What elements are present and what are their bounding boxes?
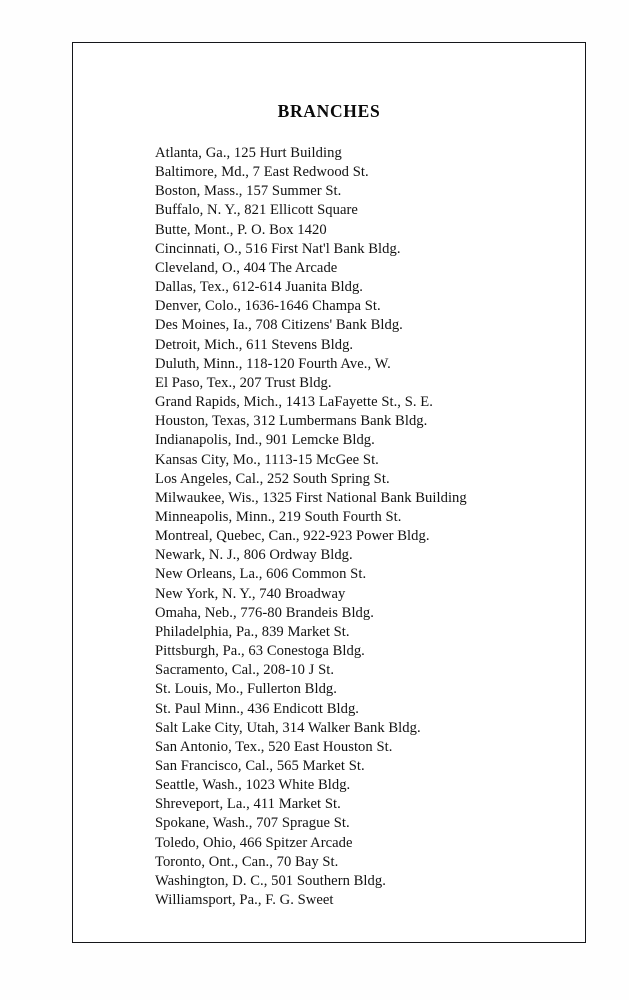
branch-list-item: Toledo, Ohio, 466 Spitzer Arcade <box>155 834 353 851</box>
branch-list-item: Houston, Texas, 312 Lumbermans Bank Bldg. <box>155 413 428 430</box>
branch-list-item: Des Moines, Ia., 708 Citizens' Bank Bldg. <box>155 317 403 334</box>
branch-list-item: Newark, N. J., 806 Ordway Bldg. <box>155 547 353 564</box>
branch-list-item: Sacramento, Cal., 208-10 J St. <box>155 662 335 679</box>
branch-list-item: Toronto, Ont., Can., 70 Bay St. <box>155 853 339 870</box>
branch-list-item: Baltimore, Md., 7 East Redwood St. <box>155 164 369 181</box>
branch-list <box>155 144 555 910</box>
page-title: BRANCHES <box>277 101 381 121</box>
branch-list-item: New York, N. Y., 740 Broadway <box>155 585 346 602</box>
branch-list-item: Los Angeles, Cal., 252 South Spring St. <box>155 470 390 487</box>
branch-list-item: Denver, Colo., 1636-1646 Champa St. <box>155 298 381 315</box>
branch-list-item: Milwaukee, Wis., 1325 First National Bank Building <box>155 489 467 506</box>
branch-list-item: Seattle, Wash., 1023 White Bldg. <box>155 777 351 794</box>
branch-list-item: Butte, Mont., P. O. Box 1420 <box>155 221 327 238</box>
branch-list-item: Kansas City, Mo., 1113-15 McGee St. <box>155 451 379 468</box>
branch-list-item: New Orleans, La., 606 Common St. <box>155 566 367 583</box>
branch-list-item: El Paso, Tex., 207 Trust Bldg. <box>155 374 332 391</box>
branch-list-item: Buffalo, N. Y., 821 Ellicott Square <box>155 202 358 219</box>
branch-list-item: Detroit, Mich., 611 Stevens Bldg. <box>155 336 354 353</box>
branch-list-item: Dallas, Tex., 612-614 Juanita Bldg. <box>155 279 363 296</box>
branch-list-item: St. Paul Minn., 436 Endicott Bldg. <box>155 700 359 717</box>
branch-list-item: Washington, D. C., 501 Southern Bldg. <box>155 872 386 889</box>
branch-list-item: Williamsport, Pa., F. G. Sweet <box>155 892 334 909</box>
branch-list-item: Minneapolis, Minn., 219 South Fourth St. <box>155 508 402 525</box>
branch-list-item: Philadelphia, Pa., 839 Market St. <box>155 623 350 640</box>
branch-list-item: Cincinnati, O., 516 First Nat'l Bank Bldg. <box>155 240 401 257</box>
branch-list-item: Cleveland, O., 404 The Arcade <box>155 259 338 276</box>
branch-list-item: Shreveport, La., 411 Market St. <box>155 796 341 813</box>
branch-list-item: Boston, Mass., 157 Summer St. <box>155 183 342 200</box>
branch-list-item: Spokane, Wash., 707 Sprague St. <box>155 815 350 832</box>
branch-list-item: Grand Rapids, Mich., 1413 LaFayette St., S. E. <box>155 394 433 411</box>
branch-list-item: St. Louis, Mo., Fullerton Bldg. <box>155 681 337 698</box>
branch-list-item: San Antonio, Tex., 520 East Houston St. <box>155 738 393 755</box>
branch-list-item: Indianapolis, Ind., 901 Lemcke Bldg. <box>155 432 375 449</box>
branch-list-item: Pittsburgh, Pa., 63 Conestoga Bldg. <box>155 643 365 660</box>
branch-list-item: Salt Lake City, Utah, 314 Walker Bank Bldg. <box>155 719 421 736</box>
branch-list-item: Atlanta, Ga., 125 Hurt Building <box>155 145 342 161</box>
branch-list-item: Montreal, Quebec, Can., 922-923 Power Bldg. <box>155 528 430 545</box>
branch-list-item: San Francisco, Cal., 565 Market St. <box>155 758 365 774</box>
branch-list-item: Duluth, Minn., 118-120 Fourth Ave., W. <box>155 355 391 372</box>
branch-list-item: Omaha, Neb., 776-80 Brandeis Bldg. <box>155 604 374 621</box>
